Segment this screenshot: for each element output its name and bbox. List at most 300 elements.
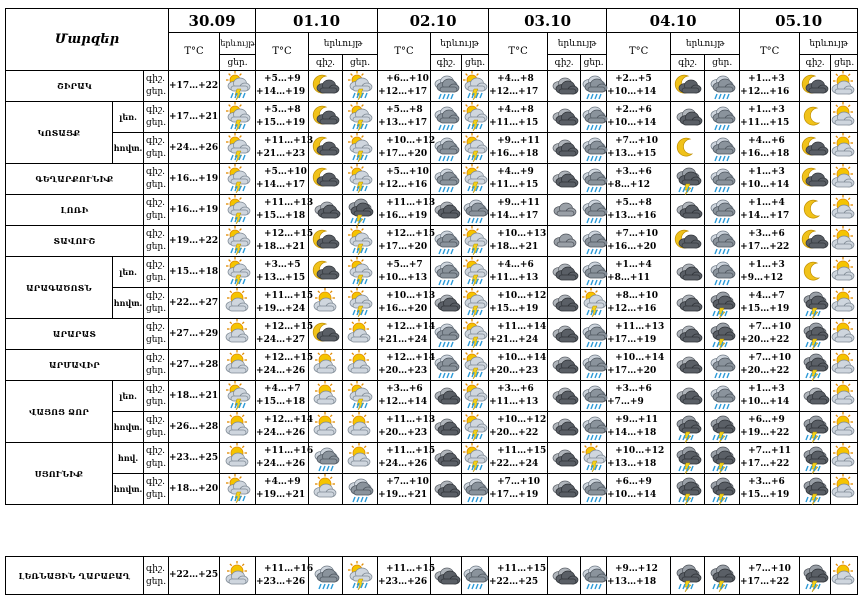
- cloud-dark-icon: [675, 258, 701, 286]
- weather-cell-day: [705, 102, 740, 133]
- weather-cell-day: [462, 102, 489, 133]
- weather-cell-day: [343, 412, 378, 443]
- day-temp: +22…+25: [169, 570, 219, 580]
- sun-storm-icon: [462, 165, 488, 193]
- day-temp: +21…+24: [378, 335, 428, 345]
- cloud-storm-icon: [802, 289, 828, 317]
- region-row: [6, 226, 858, 257]
- cloud-dark-icon: [551, 165, 577, 193]
- day-label: ցեր.: [146, 490, 167, 500]
- region-row: [6, 257, 858, 288]
- day-temp: +12…+16: [740, 87, 790, 97]
- day-temp: +16…+18: [740, 149, 790, 159]
- night-temp: +11…+13: [386, 198, 436, 208]
- temperature-cell: [607, 443, 671, 474]
- temperature-cell: [169, 381, 220, 412]
- night-temp: +10…+12: [386, 136, 436, 146]
- weather-cell-day: [831, 557, 858, 595]
- night-temp: +7…+10: [615, 136, 658, 146]
- cloud-storm-icon: [709, 562, 735, 590]
- night-temp: +7…+10: [615, 229, 658, 239]
- weather-cell-night: [548, 350, 581, 381]
- weather-cell-day: [705, 288, 740, 319]
- day-temp: +15…+18: [169, 266, 219, 277]
- temperature-cell: [607, 133, 671, 164]
- weather-cell-day: [581, 71, 607, 102]
- day-temp: +15…+19: [740, 490, 790, 500]
- weather-cell-day: [581, 412, 607, 443]
- weather-cell-day: [462, 71, 489, 102]
- time-labels: [144, 412, 169, 443]
- sun-storm-icon: [347, 165, 373, 193]
- cloud-rain-icon: [313, 562, 339, 590]
- cloud-dark-icon: [433, 289, 459, 317]
- weather-cell-day: [462, 443, 489, 474]
- temperature-cell: [740, 381, 800, 412]
- weather-cell-day: [462, 288, 489, 319]
- day-temp: +20…+22: [489, 428, 539, 438]
- weather-cell-night: [800, 257, 831, 288]
- cloud-storm-icon: [709, 320, 735, 348]
- temperature-cell: [740, 350, 800, 381]
- temperature-cell: [256, 164, 309, 195]
- moon-cloud-icon: [313, 258, 339, 286]
- weather-cell-night: [548, 164, 581, 195]
- cloud-rain-icon: [581, 227, 607, 255]
- day-temp: +14…+17: [740, 211, 790, 221]
- day-temp: +20…+23: [489, 366, 539, 376]
- weather-cell-night: [431, 133, 462, 164]
- cloud-storm-icon: [709, 413, 735, 441]
- day-temp: +17…+22: [169, 80, 219, 91]
- day-temp: +13…+18: [607, 459, 657, 469]
- day-label: ցեր.: [146, 118, 167, 128]
- weather-cell-night: [548, 288, 581, 319]
- weather-header: երևույթ: [220, 33, 256, 55]
- cloud-rain-icon: [709, 72, 735, 100]
- temperature-cell: [740, 557, 800, 595]
- night-temp: +7…+10: [497, 477, 540, 487]
- cloud-dark-icon: [551, 562, 577, 590]
- weather-cell-day: [343, 474, 378, 505]
- zone-label: հովտ.: [113, 412, 144, 443]
- weather-cell-day: [462, 381, 489, 412]
- weather-cell-day: [343, 288, 378, 319]
- weather-cell-day: [462, 226, 489, 257]
- weather-cell-night: [671, 71, 705, 102]
- sun-cloud-icon: [831, 289, 857, 317]
- cloud-rain-icon: [709, 382, 735, 410]
- zone-label: լեռ.: [113, 102, 144, 133]
- weather-cell-night: [800, 164, 831, 195]
- temp-header: T°C: [607, 33, 671, 71]
- weather-cell: [220, 288, 256, 319]
- night-temp: +12…+14: [386, 353, 436, 363]
- cloud-rain-icon: [581, 562, 607, 590]
- day-temp: +17…+21: [169, 111, 219, 122]
- sun-cloud-icon: [347, 444, 373, 472]
- region-row: [6, 412, 858, 443]
- cloud-rain-icon: [433, 165, 459, 193]
- night-temp: +5…+7: [386, 260, 423, 270]
- night-temp: +7…+10: [748, 353, 792, 363]
- night-temp: +4…+9: [264, 477, 301, 487]
- weather-cell-night: [548, 226, 581, 257]
- night-temp: +4…+6: [497, 260, 534, 270]
- weather-cell-day: [343, 443, 378, 474]
- day-temp: +27…+29: [169, 328, 219, 339]
- temperature-cell: [378, 257, 431, 288]
- day-temp: +24…+26: [378, 459, 428, 469]
- weather-cell-day: [831, 350, 858, 381]
- cloud-dark-icon: [551, 72, 577, 100]
- night-temp: +9…+11: [615, 415, 658, 425]
- temperature-cell: [169, 350, 220, 381]
- night-temp: +12…+15: [264, 322, 314, 332]
- sun-cloud-icon: [313, 413, 339, 441]
- night-temp: +10…+14: [497, 353, 547, 363]
- night-temp: +1…+3: [748, 167, 785, 177]
- weather-cell-night: [800, 102, 831, 133]
- day-temp: +20…+23: [378, 366, 428, 376]
- temperature-cell: [169, 319, 220, 350]
- sun-storm-icon: [347, 227, 373, 255]
- day-temp: +16…+19: [169, 173, 219, 184]
- weather-cell-night: [431, 474, 462, 505]
- cloud-rain-icon: [709, 103, 735, 131]
- day-temp: +20…+23: [378, 428, 428, 438]
- cloud-rain-icon: [581, 475, 607, 503]
- night-temp: +5…+10: [386, 167, 429, 177]
- day-temp: +17…+20: [607, 366, 657, 376]
- forecast-body: [6, 9, 858, 505]
- night-temp: +10…+12: [497, 291, 547, 301]
- temperature-cell: [607, 257, 671, 288]
- temperature-cell: [256, 195, 314, 226]
- weather-cell-night: [431, 443, 462, 474]
- sun-storm-icon: [581, 444, 607, 472]
- day-label: ցեր.: [146, 304, 167, 314]
- cloud-storm-icon: [675, 413, 701, 441]
- night-temp: +1…+3: [748, 260, 785, 270]
- cloud-dark-icon: [313, 196, 339, 224]
- night-temp: +5…+8: [615, 198, 652, 208]
- temperature-cell: [489, 350, 548, 381]
- weather-cell: [220, 412, 256, 443]
- temperature-cell: [378, 381, 431, 412]
- night-temp: +6…+10: [386, 74, 429, 84]
- weather-cell-night: [671, 133, 705, 164]
- weather-cell-night: [309, 557, 343, 595]
- weather-cell-day: [705, 226, 740, 257]
- night-temp: +6…+9: [748, 415, 785, 425]
- day-temp: +24…+26: [256, 428, 306, 438]
- temperature-cell: [489, 226, 548, 257]
- day-temp: +13…+15: [256, 273, 306, 283]
- day-temp: +19…+22: [740, 428, 790, 438]
- day-temp: +12…+16: [378, 180, 428, 190]
- sun-cloud-icon: [831, 72, 857, 100]
- region-column-header: Մարզեր: [6, 9, 169, 71]
- temperature-cell: [489, 474, 548, 505]
- temperature-cell: [169, 443, 220, 474]
- region-name: ՎԱՅՈՑ ՁՈՐ: [6, 381, 113, 443]
- weather-cell-night: [548, 257, 581, 288]
- night-temp: +4…+8: [497, 105, 534, 115]
- weather-cell-night: [309, 350, 343, 381]
- karabakh-table: [5, 556, 858, 595]
- weather-cell-day: [831, 164, 858, 195]
- day-header: ցեր.: [581, 55, 607, 71]
- weather-cell-night: [431, 319, 462, 350]
- weather-cell-day: [462, 412, 489, 443]
- temperature-cell: [740, 102, 800, 133]
- cloud-storm-icon: [802, 413, 828, 441]
- temp-header: T°C: [378, 33, 431, 71]
- night-temp: +11…+15: [386, 446, 436, 456]
- temperature-cell: [378, 350, 436, 381]
- temperature-cell: [607, 557, 671, 595]
- temperature-cell: [489, 71, 548, 102]
- cloud-rain-icon: [581, 196, 607, 224]
- cloud-dark-icon: [675, 351, 701, 379]
- cloud-rain-icon: [433, 351, 459, 379]
- day-temp: +17…+22: [740, 459, 790, 469]
- night-temp: +11…+13: [264, 136, 314, 146]
- day-temp: +18…+21: [169, 390, 219, 401]
- weather-cell-night: [431, 557, 462, 595]
- sun-storm-icon: [462, 382, 488, 410]
- cloud-storm-icon: [675, 475, 701, 503]
- region-row: [6, 133, 858, 164]
- sun-storm-icon: [347, 258, 373, 286]
- sun-storm-icon: [462, 289, 488, 317]
- weather-cell-day: [343, 226, 378, 257]
- day-temp: +22…+27: [169, 297, 219, 308]
- cloud-dark-icon: [433, 382, 459, 410]
- sun-storm-icon: [462, 134, 488, 162]
- night-temp: +11…+13: [386, 415, 436, 425]
- temperature-cell: [489, 164, 548, 195]
- region-row: [6, 319, 858, 350]
- day-temp: +13…+15: [607, 149, 657, 159]
- day-header: ցեր.: [343, 55, 378, 71]
- cloud-rain-icon: [313, 444, 339, 472]
- date-header: 30.09: [169, 9, 256, 33]
- temperature-cell: [740, 133, 800, 164]
- weather-cell-day: [462, 474, 489, 505]
- zone-label: լեռ.: [113, 381, 144, 412]
- night-temp: +11…+15: [497, 446, 547, 456]
- time-labels: [144, 102, 169, 133]
- header-dates-row: [6, 9, 858, 33]
- weather-cell-night: [309, 288, 343, 319]
- night-temp: +3…+5: [264, 260, 301, 270]
- day-temp: +17…+22: [740, 242, 790, 252]
- weather-cell-night: [431, 257, 462, 288]
- weather-cell-night: [548, 102, 581, 133]
- weather-cell-night: [431, 195, 462, 226]
- temperature-cell: [256, 381, 309, 412]
- temperature-cell: [607, 195, 671, 226]
- cloud-rain-icon: [581, 165, 607, 193]
- weather-cell-day: [581, 319, 607, 350]
- night-temp: +4…+7: [264, 384, 301, 394]
- weather-header: երևույթ: [671, 33, 740, 55]
- weather-cell-day: [581, 443, 607, 474]
- temperature-cell: [489, 412, 548, 443]
- day-temp: +27…+28: [169, 359, 219, 370]
- weather-cell: [220, 319, 256, 350]
- night-temp: +3…+6: [497, 384, 534, 394]
- sun-storm-icon: [347, 103, 373, 131]
- temperature-cell: [378, 195, 436, 226]
- weather-cell-night: [800, 557, 831, 595]
- sun-cloud-icon: [225, 413, 251, 441]
- sun-cloud-icon: [831, 134, 857, 162]
- day-temp: +14…+17: [256, 180, 306, 190]
- temperature-cell: [169, 412, 220, 443]
- day-temp: +11…+15: [740, 118, 790, 128]
- day-label: ցեր.: [146, 335, 167, 345]
- moon-icon: [802, 258, 828, 286]
- sun-cloud-icon: [225, 562, 251, 590]
- zone-label: հովտ.: [113, 474, 144, 505]
- day-temp: +23…+26: [256, 576, 306, 587]
- moon-cloud-icon: [313, 134, 339, 162]
- temperature-cell: [607, 350, 671, 381]
- weather-cell-night: [800, 195, 831, 226]
- night-temp: +10…+12: [615, 446, 665, 456]
- temperature-cell: [256, 412, 314, 443]
- weather-cell-day: [581, 102, 607, 133]
- cloud-dark-icon: [675, 289, 701, 317]
- cloud-storm-icon: [802, 351, 828, 379]
- weather-cell-night: [431, 288, 462, 319]
- weather-cell: [220, 226, 256, 257]
- day-temp: +14…+19: [256, 87, 306, 97]
- temperature-cell: [740, 443, 800, 474]
- cloud-dark-icon: [551, 382, 577, 410]
- weather-cell-day: [831, 443, 858, 474]
- weather-cell-night: [548, 557, 581, 595]
- weather-cell-day: [581, 288, 607, 319]
- sun-cloud-icon: [831, 258, 857, 286]
- weather-cell-night: [309, 164, 343, 195]
- temperature-cell: [169, 226, 220, 257]
- temperature-cell: [256, 350, 314, 381]
- weather-cell: [220, 164, 256, 195]
- sun-cloud-icon: [831, 444, 857, 472]
- moon-cloud-icon: [313, 227, 339, 255]
- sun-cloud-icon: [313, 289, 339, 317]
- night-temp: +1…+3: [748, 105, 785, 115]
- night-temp: +9…+11: [497, 136, 540, 146]
- cloud-storm-icon: [802, 444, 828, 472]
- zone-label: հովտ.: [113, 133, 144, 164]
- temperature-cell: [489, 319, 548, 350]
- temperature-cell: [378, 226, 436, 257]
- cloud-rain-icon: [347, 475, 373, 503]
- weather-cell-night: [548, 71, 581, 102]
- region-name: ԱՐԱԳԱԾՈՏՆ: [6, 257, 113, 319]
- weather-cell-night: [671, 557, 705, 595]
- day-temp: +21…+24: [489, 335, 539, 345]
- sun-cloud-icon: [831, 196, 857, 224]
- weather-cell-day: [705, 557, 740, 595]
- cloud-dark-icon: [433, 413, 459, 441]
- weather-cell-night: [431, 164, 462, 195]
- day-temp: +23…+26: [378, 576, 428, 587]
- day-temp: +14…+18: [607, 428, 657, 438]
- day-temp: +22…+24: [489, 459, 539, 469]
- weather-cell-day: [705, 443, 740, 474]
- cloud-rain-icon: [433, 320, 459, 348]
- day-temp: +11…+15: [489, 118, 539, 128]
- temperature-cell: [489, 443, 548, 474]
- night-header: գիշ.: [548, 55, 581, 71]
- weather-header: երևույթ: [309, 33, 378, 55]
- weather-cell-day: [705, 412, 740, 443]
- day-label: ցեր.: [146, 366, 167, 376]
- night-header: գիշ.: [309, 55, 343, 71]
- temperature-cell: [378, 71, 431, 102]
- weather-cell-day: [831, 195, 858, 226]
- cloud-rain-icon: [709, 134, 735, 162]
- day-temp: +18…+20: [169, 483, 219, 494]
- moon-cloud-icon: [802, 134, 828, 162]
- sun-storm-icon: [462, 413, 488, 441]
- sun-storm-icon: [581, 289, 607, 317]
- region-name: ԼՈՌԻ: [6, 195, 144, 226]
- day-label: ցեր.: [146, 273, 167, 283]
- temperature-cell: [607, 102, 671, 133]
- region-row: [6, 474, 858, 505]
- weather-cell-day: [343, 71, 378, 102]
- weather-cell-night: [548, 133, 581, 164]
- cloud-rain-icon: [462, 475, 488, 503]
- weather-cell-day: [581, 257, 607, 288]
- cloud-rain-icon: [709, 227, 735, 255]
- zone-label: հովտ.: [113, 288, 144, 319]
- weather-cell-day: [831, 412, 858, 443]
- night-label: գիշ.: [146, 105, 165, 115]
- day-temp: +15…+19: [740, 304, 790, 314]
- sun-storm-icon: [225, 475, 251, 503]
- weather-cell-night: [309, 474, 343, 505]
- weather-cell-night: [548, 443, 581, 474]
- day-temp: +13…+17: [378, 118, 428, 128]
- day-temp: +7…+9: [607, 397, 644, 407]
- sun-cloud-icon: [831, 475, 857, 503]
- weather-cell-night: [671, 195, 705, 226]
- night-label: գիշ.: [146, 229, 165, 239]
- night-temp: +9…+11: [497, 198, 540, 208]
- cloud-dark-icon: [802, 382, 828, 410]
- temperature-cell: [256, 474, 309, 505]
- temperature-cell: [169, 195, 220, 226]
- cloud-storm-icon: [802, 562, 828, 590]
- sun-cloud-icon: [313, 351, 339, 379]
- day-temp: +16…+20: [378, 304, 428, 314]
- cloud-rain-icon: [709, 165, 735, 193]
- day-temp: +10…+14: [740, 180, 790, 190]
- weather-cell-night: [671, 102, 705, 133]
- cloud-storm-icon: [802, 320, 828, 348]
- cloud-storm-icon: [709, 475, 735, 503]
- night-temp: +10…+12: [497, 415, 547, 425]
- sun-storm-icon: [225, 103, 251, 131]
